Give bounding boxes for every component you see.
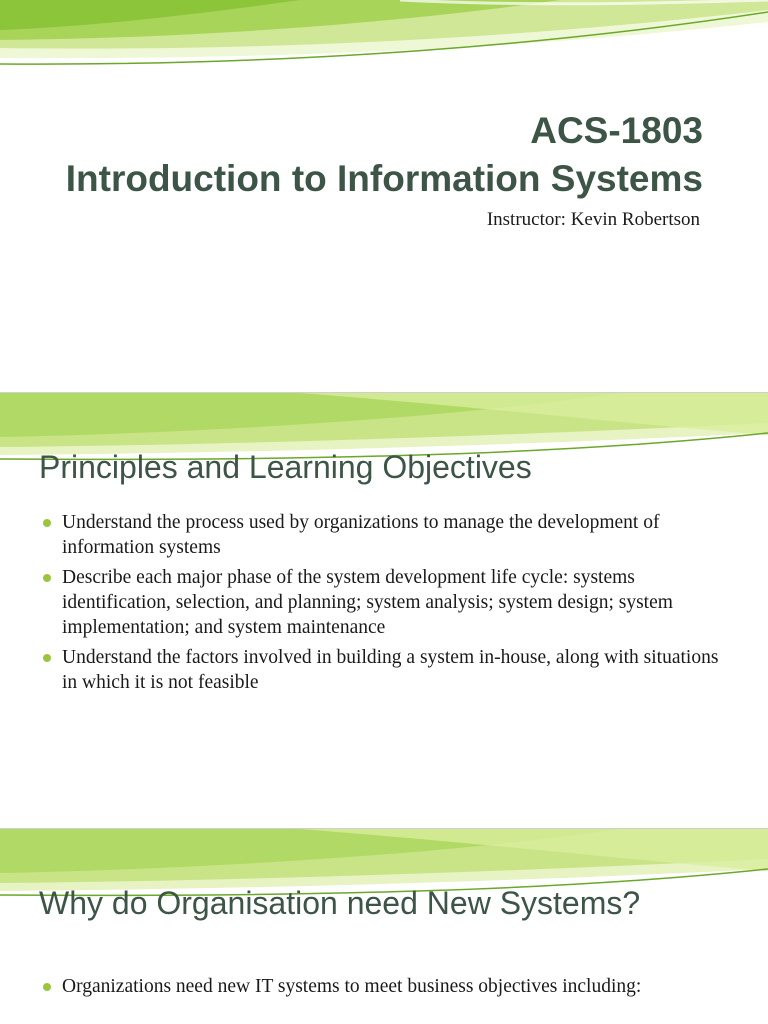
slide-title: Why do Organisation need New Systems? (39, 885, 641, 921)
list-item: Understand the factors involved in building a system in-house, along with situations in which it is not feasible (43, 645, 733, 695)
course-code: ACS-1803 (530, 110, 703, 151)
new-systems-slide (0, 829, 768, 1024)
bullet-list (43, 974, 733, 1004)
list-item: Understand the process used by organizations to manage the development of information systems (43, 510, 733, 560)
course-title: Introduction to Information Systems (65, 158, 703, 199)
bullet-icon (43, 574, 51, 582)
bullet-icon (43, 519, 51, 527)
bullet-list (43, 510, 733, 700)
bullet-icon (43, 983, 51, 991)
instructor-label: Instructor: Kevin Robertson (486, 209, 700, 230)
list-item: Organizations need new IT systems to meet business objectives including: (43, 974, 733, 999)
objectives-slide (0, 393, 768, 828)
bullet-icon (43, 654, 51, 662)
slide-title: Principles and Learning Objectives (39, 449, 532, 485)
list-item: Describe each major phase of the system development life cycle: systems identification, selection, and planning; system analysis; system design; system implementation; and system maintenance (43, 565, 733, 640)
green-swoosh-decoration (0, 0, 768, 80)
title-slide (0, 0, 768, 392)
